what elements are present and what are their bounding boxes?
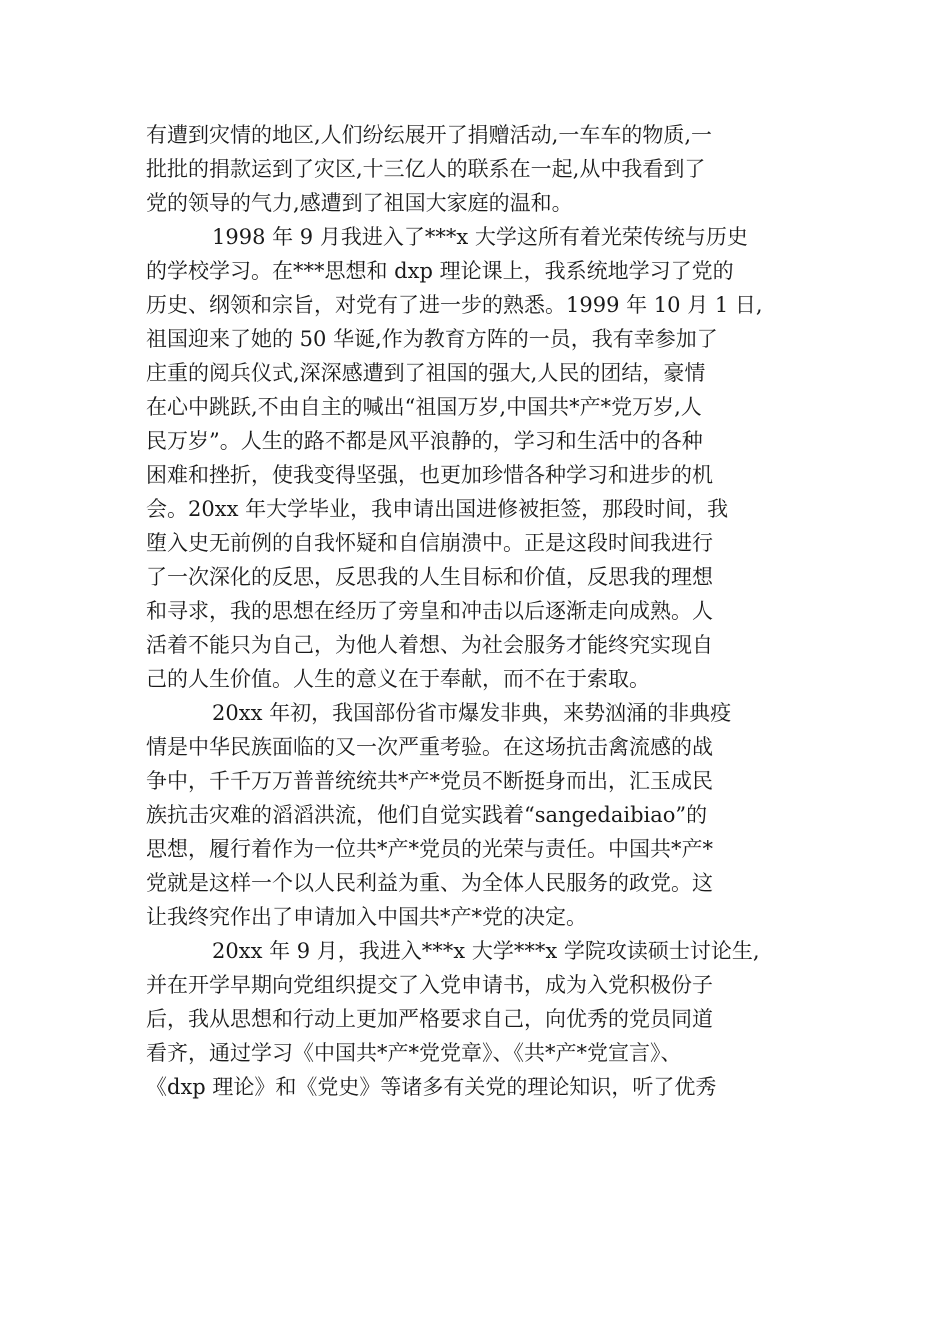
- text-line: 活着不能只为自己，为他人着想、为社会服务才能终究实现自: [146, 633, 713, 657]
- text-line: 困难和挫折，使我变得坚强，也更加珍惜各种学习和进步的机: [146, 463, 713, 487]
- text-line: 族抗击灾难的滔滔洪流，他们自觉实践着“sangedaibiao”的: [146, 803, 708, 827]
- text-line: 庄重的阅兵仪式,深深感遭到了祖国的强大,人民的团结，豪情: [146, 361, 706, 385]
- text-line: 历史、纲领和宗旨，对党有了进一步的熟悉。1999 年 10 月 1 日,: [146, 293, 763, 317]
- paragraph-start-line: 20xx 年初，我国部份省市爆发非典，来势汹涌的非典疫: [212, 701, 732, 725]
- text-line: 己的人生价值。人生的意义在于奉献，而不在于索取。: [146, 667, 650, 691]
- text-line: 争中，千千万万普普统统共*产*党员不断挺身而出，汇玉成民: [146, 769, 713, 793]
- text-line: 后，我从思想和行动上更加严格要求自己，向优秀的党员同道: [146, 1007, 713, 1031]
- text-line: 祖国迎来了她的 50 华诞,作为教育方阵的一员，我有幸参加了: [146, 327, 718, 351]
- text-line: 在心中跳跃,不由自主的喊出“祖国万岁,中国共*产*党万岁,人: [146, 395, 702, 419]
- text-line: 了一次深化的反思，反思我的人生目标和价值，反思我的理想: [146, 565, 713, 589]
- text-line: 让我终究作出了申请加入中国共*产*党的决定。: [146, 905, 587, 929]
- text-line: 党就是这样一个以人民利益为重、为全体人民服务的政党。这: [146, 871, 713, 895]
- text-line: 并在开学早期向党组织提交了入党申请书，成为入党积极份子: [146, 973, 713, 997]
- text-line: 思想，履行着作为一位共*产*党员的光荣与责任。中国共*产*: [146, 837, 713, 861]
- text-line: 会。20xx 年大学毕业，我申请出国进修被拒签，那段时间，我: [146, 497, 729, 521]
- text-line: 《dxp 理论》和《党史》等诸多有关党的理论知识，听了优秀: [146, 1075, 717, 1099]
- text-line: 的学校学习。在***思想和 dxp 理论课上，我系统地学习了党的: [146, 259, 734, 283]
- text-line: 批批的捐款运到了灾区,十三亿人的联系在一起,从中我看到了: [146, 157, 706, 181]
- text-line: 有遭到灾情的地区,人们纷纭展开了捐赠活动,一车车的物质,一: [146, 123, 713, 147]
- text-line: 民万岁”。人生的路不都是风平浪静的，学习和生活中的各种: [146, 429, 703, 453]
- paragraph-start-line: 20xx 年 9 月，我进入***x 大学***x 学院攻读硕士讨论生,: [212, 939, 760, 963]
- text-line: 堕入史无前例的自我怀疑和自信崩溃中。正是这段时间我进行: [146, 531, 713, 555]
- text-line: 情是中华民族面临的又一次严重考验。在这场抗击禽流感的战: [146, 735, 713, 759]
- document-body: [146, 118, 806, 1104]
- text-line: 党的领导的气力,感遭到了祖国大家庭的温和。: [146, 191, 573, 215]
- text-line: 和寻求，我的思想在经历了旁皇和冲击以后逐渐走向成熟。人: [146, 599, 713, 623]
- paragraph-start-line: 1998 年 9 月我进入了***x 大学这所有着光荣传统与历史: [212, 225, 748, 249]
- text-line: 看齐，通过学习《中国共*产*党党章》、《共*产*党宣言》、: [146, 1041, 682, 1065]
